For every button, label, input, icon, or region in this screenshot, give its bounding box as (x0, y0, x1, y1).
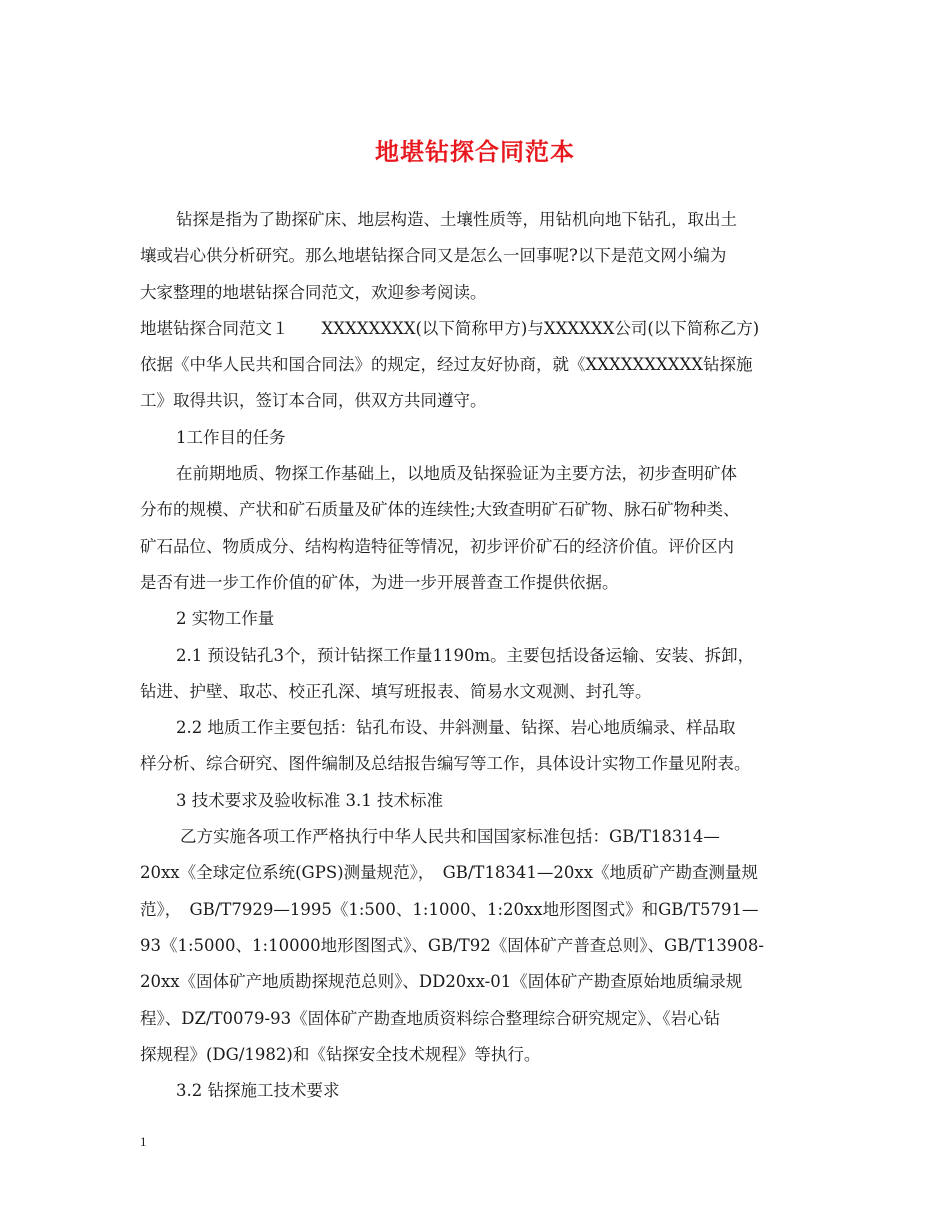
text-line: 在前期地质、物探工作基础上，以地质及钻探验证为主要方法，初步查明矿体 (176, 464, 737, 484)
section-heading: 1工作目的任务 (176, 427, 286, 447)
section-heading: 3.2 钻探施工技术要求 (176, 1081, 340, 1101)
text-line: 范》， GB/T7929—1995《1:500、1:1000、1:20xx地形图图式》和GB/T5791— (140, 899, 759, 919)
text-line: 探规程》(DG/1982)和《钻探安全技术规程》等执行。 (140, 1044, 541, 1064)
text-line: 工》取得共识，签订本合同，供双方共同遵守。 (140, 391, 487, 411)
text-line: 壤或岩心供分析研究。那么地堪钻探合同又是怎么一回事呢?以下是范文网小编为 (140, 246, 727, 266)
text-line: 地堪钻探合同范文１ XXXXXXXX(以下简称甲方)与XXXXXX公司(以下简称乙方) (140, 318, 760, 338)
section-heading: 3 技术要求及验收标准 3.1 技术标准 (176, 790, 443, 810)
text-line: 矿石品位、物质成分、结构构造特征等情况，初步评价矿石的经济价值。评价区内 (140, 536, 734, 556)
text-line: 是否有进一步工作价值的矿体，为进一步开展普查工作提供依据。 (140, 572, 619, 592)
document-body (140, 202, 824, 1109)
text-line: 样分析、综合研究、图件编制及总结报告编写等工作，具体设计实物工作量见附表。 (140, 754, 751, 774)
text-line: 2.2 地质工作主要包括：钻孔布设、井斜测量、钻探、岩心地质编录、样品取 (176, 718, 736, 738)
text-line: 钻探是指为了勘探矿床、地层构造、土壤性质等，用钻机向地下钻孔，取出土 (176, 210, 737, 229)
page-number: 1 (140, 1134, 147, 1149)
text-line: 20xx《全球定位系统(GPS)测量规范》， GB/T18341—20xx《地质矿产勘查测量规 (140, 863, 759, 883)
text-line: 大家整理的地堪钻探合同范文，欢迎参考阅读。 (140, 282, 487, 302)
text-line: 钻进、护壁、取芯、校正孔深、填写班报表、简易水文观测、封孔等。 (140, 681, 652, 701)
text-line: 20xx《固体矿产地质勘探规范总则》、DD20xx-01《固体矿产勘查原始地质编录规 (140, 972, 743, 992)
text-line: 乙方实施各项工作严格执行中华人民共和国国家标准包括：GB/T18314— (180, 827, 720, 847)
text-line: 2.1 预设钻孔3个，预计钻探工作量1190m。主要包括设备运输、安装、拆卸， (176, 645, 755, 665)
text-line: 程》、DZ/T0079-93《固体矿产勘查地质资料综合整理综合研究规定》、《岩心钻 (140, 1008, 721, 1028)
section-heading: 2 实物工作量 (176, 609, 275, 629)
text-line: 依据《中华人民共和国合同法》的规定，经过友好协商，就《XXXXXXXXXX钻探施 (140, 355, 753, 375)
text-line: 分布的规模、产状和矿石质量及矿体的连续性;大致查明矿石矿物、脉石矿物种类、 (140, 500, 740, 520)
document-title: 地堪钻探合同范本 (375, 138, 575, 166)
text-line: 93《1:5000、1:10000地形图图式》、GB/T92《固体矿产普查总则》、GB/T13908- (140, 935, 764, 955)
